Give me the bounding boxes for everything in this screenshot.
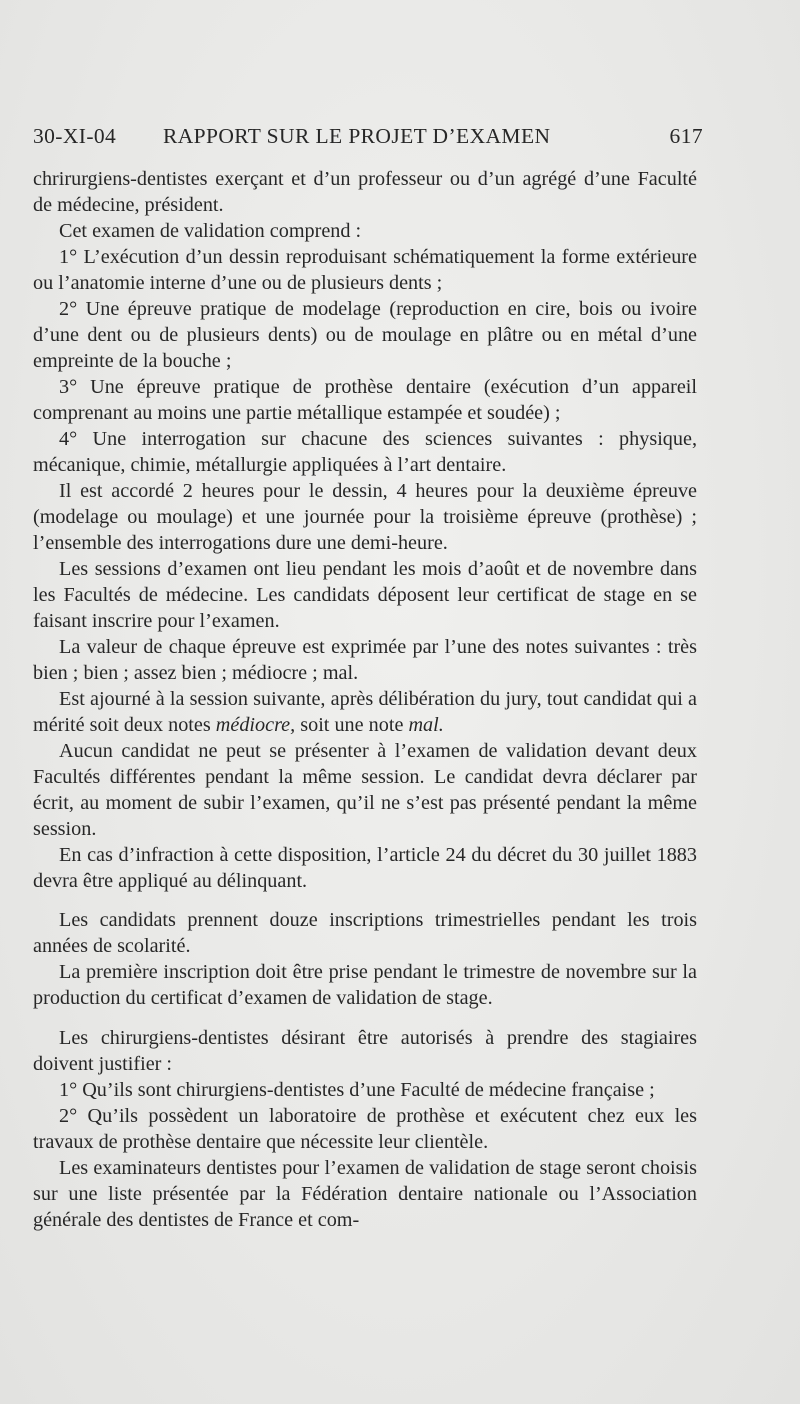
paragraph-5: 3° Une épreuve pratique de prothèse dentaire (exécution d’un appareil comprenant au moins une partie métallique estampée et soudée) ; xyxy=(33,376,697,424)
emphasis-mal: mal. xyxy=(408,714,444,736)
body-text xyxy=(33,166,697,1233)
paragraph-11: Aucun candidat ne peut se présenter à l’examen de validation devant deux Facultés différentes pendant la même session. Le candidat devra déclarer par écrit, au moment de subir l’examen, qu’il ne s’est pas présenté pendant la même session. xyxy=(33,740,697,840)
paragraph-17: 2° Qu’ils possèdent un laboratoire de prothèse et exécutent chez eux les travaux de prothèse dentaire que nécessite leur clientèle. xyxy=(33,1105,697,1153)
paragraph-7: Il est accordé 2 heures pour le dessin, 4 heures pour la deuxième épreuve (modelage ou moulage) et une journée pour la troisième épreuve (prothèse) ; l’ensemble des interrogations dure une demi-heure. xyxy=(33,480,697,554)
paragraph-16: 1° Qu’ils sont chirurgiens-dentistes d’une Faculté de médecine française ; xyxy=(59,1079,655,1101)
running-header xyxy=(33,124,703,156)
emphasis-mediocre: médiocre, xyxy=(215,714,296,736)
paragraph-10 xyxy=(33,686,697,738)
header-date: 30-XI-04 xyxy=(33,124,117,148)
paragraph-14: La première inscription doit être prise pendant le trimestre de novembre sur la production du certificat d’examen de validation de stage. xyxy=(33,961,697,1009)
paragraph-10-before: Est ajourné à la session suivante, après délibération du jury, tout candidat qui a mérité soit deux notes xyxy=(33,688,697,736)
paragraph-6: 4° Une interrogation sur chacune des sciences suivantes : physique, mécanique, chimie, métallurgie appliquées à l’art dentaire. xyxy=(33,428,697,476)
paragraph-4: 2° Une épreuve pratique de modelage (reproduction en cire, bois ou ivoire d’une dent ou de plusieurs dents) ou de moulage en plâtre ou en métal d’une empreinte de la bouche ; xyxy=(33,298,697,372)
paragraph-3: 1° L’exécution d’un dessin reproduisant schématiquement la forme extérieure ou l’anatomie interne d’une ou de plusieurs dents ; xyxy=(33,246,697,294)
paragraph-15: Les chirurgiens-dentistes désirant être autorisés à prendre des stagiaires doivent justifier : xyxy=(33,1027,697,1075)
header-title: RAPPORT SUR LE PROJET D’EXAMEN xyxy=(163,124,551,148)
paragraph-13: Les candidats prennent douze inscriptions trimestrielles pendant les trois années de scolarité. xyxy=(33,909,697,957)
paragraph-1: chrirurgiens-dentistes exerçant et d’un professeur ou d’un agrégé d’une Faculté de médecine, président. xyxy=(33,168,697,216)
paragraph-2: Cet examen de validation comprend : xyxy=(59,220,362,242)
paragraph-10-middle: soit une note xyxy=(295,714,409,736)
paragraph-18: Les examinateurs dentistes pour l’examen de validation de stage seront choisis sur une liste présentée par la Fédération dentaire nationale ou l’Association générale des dentistes de France et com- xyxy=(33,1157,697,1231)
paragraph-8: Les sessions d’examen ont lieu pendant les mois d’août et de novembre dans les Facultés de médecine. Les candidats déposent leur certificat de stage en se faisant inscrire pour l’examen. xyxy=(33,558,697,632)
paragraph-12: En cas d’infraction à cette disposition, l’article 24 du décret du 30 juillet 1883 devra être appliqué au délinquant. xyxy=(33,844,697,892)
page-number: 617 xyxy=(669,124,703,148)
paragraph-9: La valeur de chaque épreuve est exprimée par l’une des notes suivantes : très bien ; bien ; assez bien ; médiocre ; mal. xyxy=(33,636,697,684)
